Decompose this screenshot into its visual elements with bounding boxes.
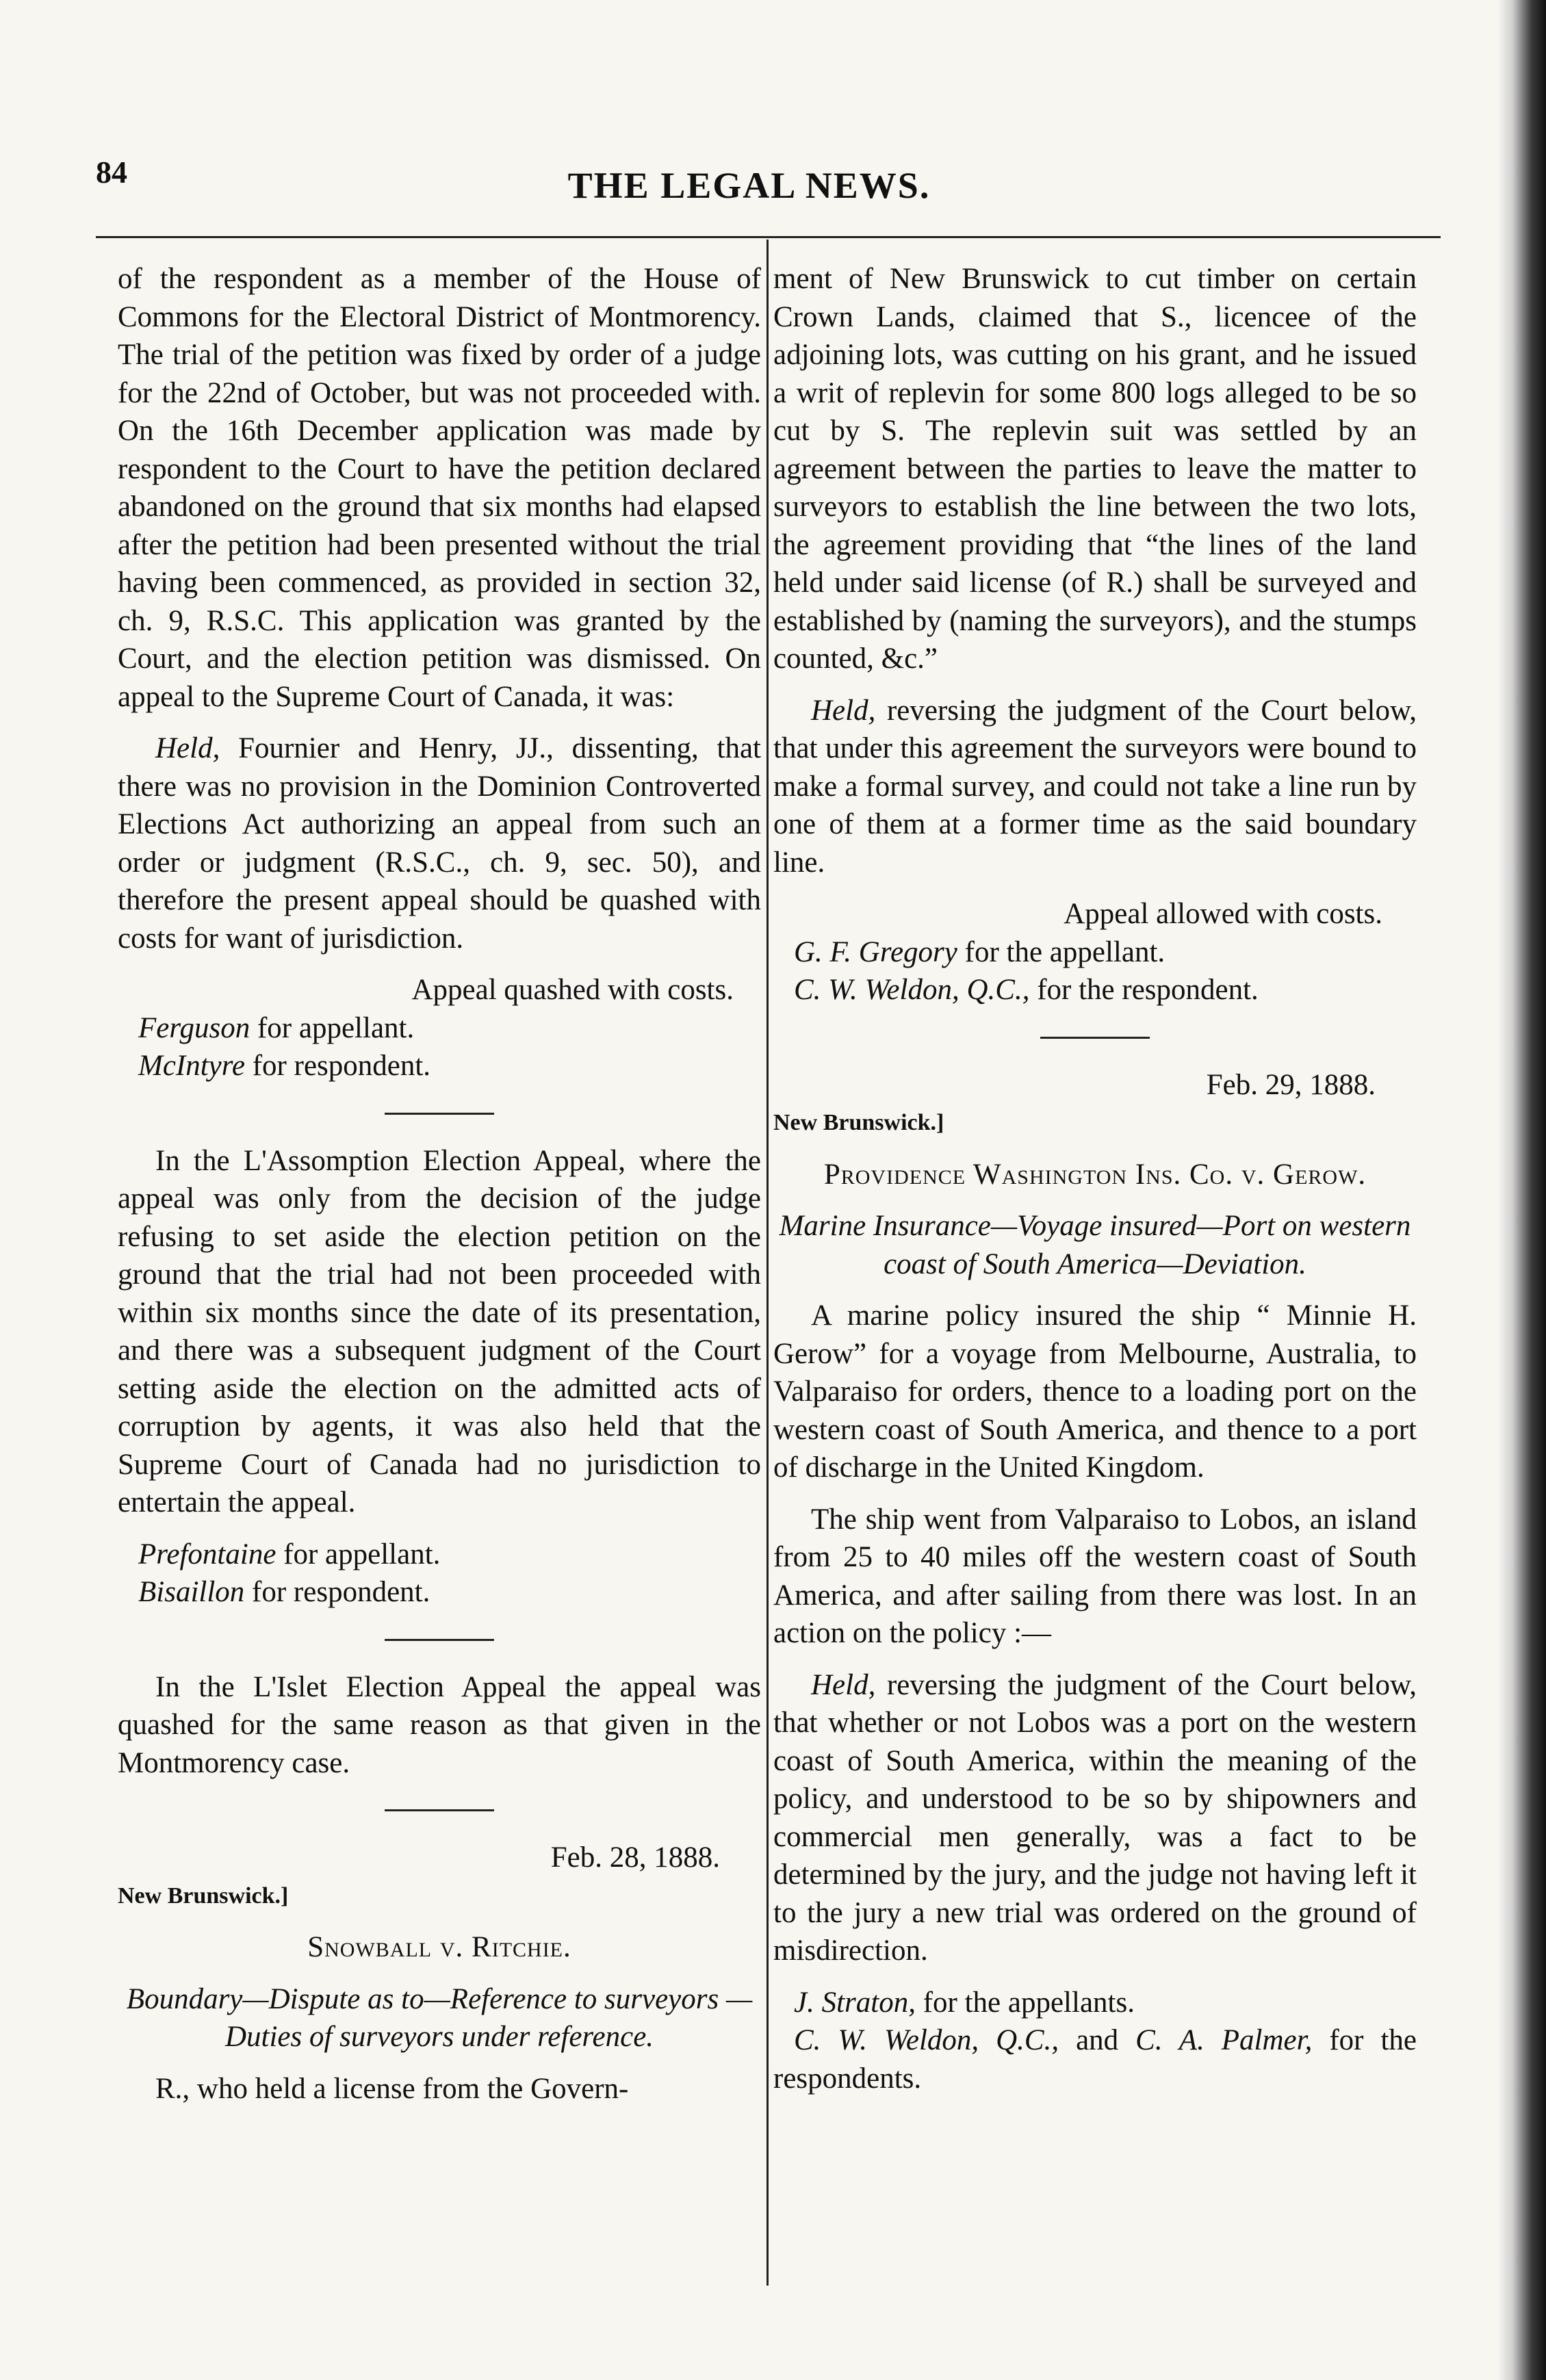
column-divider xyxy=(766,240,769,2286)
disposition: Appeal quashed with costs. xyxy=(411,974,734,1006)
counsel-name: Bisaillon xyxy=(138,1576,245,1608)
right-column xyxy=(773,260,1417,2097)
lassomption-paragraph: In the L'Assomption Election Appeal, where the appeal was only from the decision of the judge refusing to set aside the election petition on the ground that the trial had not been proceeded with within six months since the date of its presentation, and there was a subsequent judgment of the Court setting aside the election on the admitted acts of corruption by agents, it was also held that the Supreme Court of Canada had no jurisdiction to entertain the appeal. xyxy=(118,1144,761,1518)
left-column xyxy=(118,260,761,2108)
montmorency-facts: of the respondent as a member of the House of Commons for the Electoral District of Montmorency. The trial of the petition was fixed by order of a judge for the 22nd of October, but was not proceeded with. On the 16th December application was made by respondent to the Court to have the petition declared abandoned on the ground that six months had elapsed after the petition had been presented without the trial having been commenced, as provided in section 32, ch. 9, R.S.C. This application was granted by the Court, and the election petition was dismissed. On appeal to the Supreme Court of Canada, it was: xyxy=(118,263,761,713)
section-rule xyxy=(385,1113,494,1115)
counsel-name: J. Straton, xyxy=(794,1986,916,2019)
court-name: New Brunswick.] xyxy=(773,1110,944,1135)
case-title: Providence Washington Ins. Co. v. Gerow. xyxy=(823,1158,1367,1191)
counsel-name: McIntyre xyxy=(138,1050,245,1082)
counsel-role: for respondent. xyxy=(244,1576,430,1608)
case-date: Feb. 28, 1888. xyxy=(550,1841,720,1874)
counsel-role: for appellant. xyxy=(276,1538,441,1570)
counsel-line xyxy=(118,1536,761,1574)
lislet-paragraph: In the L'Islet Election Appeal the appeal was quashed for the same reason as that given in the Montmorency case. xyxy=(118,1670,761,1779)
holding-text: reversing the judgment of the Court below, that whether or not Lobos was a port on the western coast of South America, within the meaning of the policy, and understood to be so by shipowners and commercial men generally, was a fact to be determined by the jury, and the judge not having left it to the jury a new trial was ordered on the ground of misdirection. xyxy=(773,1668,1417,1967)
section-rule xyxy=(1040,1037,1150,1039)
counsel-role: for the respondent. xyxy=(1029,974,1259,1006)
header-rule xyxy=(96,236,1441,238)
counsel-name: C. W. Weldon, Q.C., xyxy=(794,974,1030,1006)
counsel-conjunction: and xyxy=(1059,2024,1136,2056)
holding-text: Fournier and Henry, JJ., dissenting, that there was no provision in the Dominion Controverted Elections Act authorizing an appeal from such an order or judgment (R.S.C., ch. 9, sec. 50), and therefore the present appeal should be quashed with costs for want of jurisdiction. xyxy=(118,732,761,955)
page-number: 84 xyxy=(96,155,127,190)
snowball-facts: ment of New Brunswick to cut timber on certain Crown Lands, claimed that S., licencee of the adjoining lots, was cutting on his grant, and he issued a writ of replevin for some 800 logs alleged to be so cut by S. The replevin suit was settled by an agreement between the parties to leave the matter to surveyors to establish the line between the two lots, the agreement providing that “the lines of the land held under said license (of R.) shall be surveyed and established by (naming the surveyors), and the stumps counted, &c.” xyxy=(773,263,1417,675)
counsel-line xyxy=(118,1573,761,1612)
counsel-line xyxy=(118,1009,761,1048)
gerow-facts-2: The ship went from Valparaiso to Lobos, an island from 25 to 40 miles off the western coast of South America, and after sailing from there was lost. In an action on the policy :— xyxy=(773,1503,1417,1649)
case-headnote: Boundary—Dispute as to—Reference to surveyors —Duties of surveyors under reference. xyxy=(126,1982,753,2053)
counsel-line xyxy=(118,1047,761,1085)
held-label: Held, xyxy=(811,1668,876,1701)
case-headnote: Marine Insurance—Voyage insured—Port on western coast of South America—Deviation. xyxy=(779,1210,1411,1280)
gerow-facts: A marine policy insured the ship “ Minnie H. Gerow” for a voyage from Melbourne, Australia, to Valparaiso for orders, thence to a loading port on the western coast of South America, and thence to a port of discharge in the United Kingdom. xyxy=(773,1299,1417,1484)
counsel-role: for appellant. xyxy=(250,1011,415,1044)
running-title: THE LEGAL NEWS. xyxy=(567,165,931,206)
counsel-name: Ferguson xyxy=(138,1011,250,1044)
scan-edge-shadow xyxy=(1498,0,1546,2380)
disposition: Appeal allowed with costs. xyxy=(1064,898,1382,930)
counsel-role: for the appellant. xyxy=(957,935,1165,968)
counsel-name: Prefontaine xyxy=(138,1538,276,1570)
montmorency-holding xyxy=(118,729,761,957)
court-name: New Brunswick.] xyxy=(118,1883,289,1909)
holding-text: reversing the judgment of the Court below, that under this agreement the surveyors were bound to make a formal survey, and could not take a line run by one of them at a former time as the said boundary line. xyxy=(773,694,1417,879)
counsel-role: for the respondents. xyxy=(773,2024,1417,2095)
counsel-line xyxy=(773,971,1417,1009)
case-date: Feb. 29, 1888. xyxy=(1206,1068,1376,1101)
held-label: Held, xyxy=(811,694,876,727)
counsel-line xyxy=(773,1984,1417,2022)
snowball-holding xyxy=(773,692,1417,882)
counsel-role: for the appellants. xyxy=(915,1986,1135,2019)
section-rule xyxy=(385,1809,494,1811)
held-label: Held, xyxy=(155,732,220,764)
case-title: Snowball v. Ritchie. xyxy=(307,1931,571,1963)
counsel-line xyxy=(773,933,1417,972)
counsel-name: C. A. Palmer, xyxy=(1135,2024,1313,2056)
section-rule xyxy=(385,1639,494,1641)
counsel-name: G. F. Gregory xyxy=(794,935,957,968)
counsel-line xyxy=(773,2021,1417,2097)
gerow-holding xyxy=(773,1666,1417,1970)
case-facts: R., who held a license from the Govern- xyxy=(155,2072,629,2105)
counsel-name: C. W. Weldon, Q.C., xyxy=(794,2024,1059,2056)
counsel-role: for respondent. xyxy=(244,1050,431,1082)
